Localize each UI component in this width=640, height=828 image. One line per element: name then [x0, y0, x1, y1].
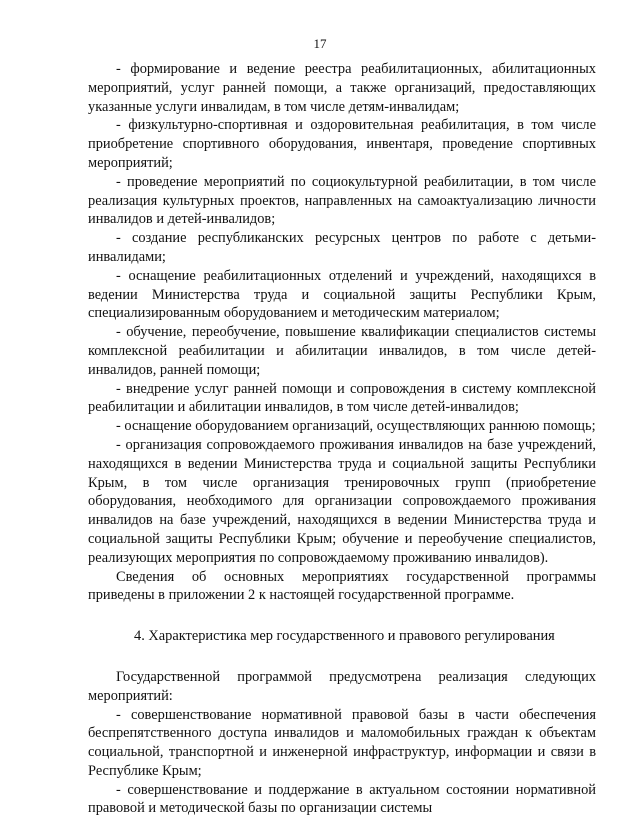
document-body [88, 60, 596, 818]
summary-paragraph: Сведения об основных мероприятиях государственной программы приведены в приложении 2 к настоящей государственной программе. [88, 568, 596, 604]
list-item: - физкультурно-спортивная и оздоровительная реабилитация, в том числе приобретение спортивного оборудования, инвентаря, проведение спортивных мероприятий; [88, 117, 596, 171]
list-item: - создание республиканских ресурсных центров по работе с детьми-инвалидами; [88, 230, 596, 265]
section-item: - совершенствование нормативной правовой базы в части обеспечения беспрепятственного доступа инвалидов и маломобильных граждан к объектам социальной, транспортной и инженерной инфраструктур, информации и связи в Республике Крым; [88, 706, 596, 779]
list-item: - оснащение оборудованием организаций, осуществляющих раннюю помощь; [116, 418, 596, 435]
list-item: - формирование и ведение реестра реабилитационных, абилитационных мероприятий, услуг ранней помощи, а также организаций, предоставляющих указанные услуги инвалидам, в том числе детям-инвалидам; [88, 61, 596, 115]
list-item: - проведение мероприятий по социокультурной реабилитации, в том числе реализация культурных проектов, направленных на самоактуализацию личности инвалидов и детей-инвалидов; [88, 173, 596, 228]
section-item: - совершенствование и поддержание в актуальном состоянии нормативной правовой и методической базы по организации системы [88, 781, 596, 817]
list-item: - внедрение услуг ранней помощи и сопровождения в систему комплексной реабилитации и абилитации инвалидов, в том числе детей-инвалидов; [88, 380, 596, 416]
list-item: - оснащение реабилитационных отделений и учреждений, находящихся в ведении Министерства труда и социальной защиты Республики Крым, специализированным оборудованием и методическим материалом; [88, 267, 596, 322]
section-intro: Государственной программой предусмотрена реализация следующих мероприятий: [88, 668, 596, 704]
section-heading: 4. Характеристика мер государственного и правового регулирования [134, 628, 555, 645]
page-number: 17 [313, 36, 327, 51]
list-item: - обучение, переобучение, повышение квалификации специалистов системы комплексной реабилитации и абилитации инвалидов, в том числе детей-инвалидов, ранней помощи; [88, 324, 596, 378]
list-item: - организация сопровождаемого проживания инвалидов на базе учреждений, находящихся в ведении Министерства труда и социальной защиты Республики Крым, в том числе организация тренировочных групп (приобретение оборудования, необходимого для организации сопровождаемого проживания инвалидов на базе учреждений, находящихся в ведении Министерства труда и социальной защиты Республики Крым; обучение и переобучение специалистов, реализующих мероприятия по сопровождаемому проживанию инвалидов). [88, 436, 596, 566]
